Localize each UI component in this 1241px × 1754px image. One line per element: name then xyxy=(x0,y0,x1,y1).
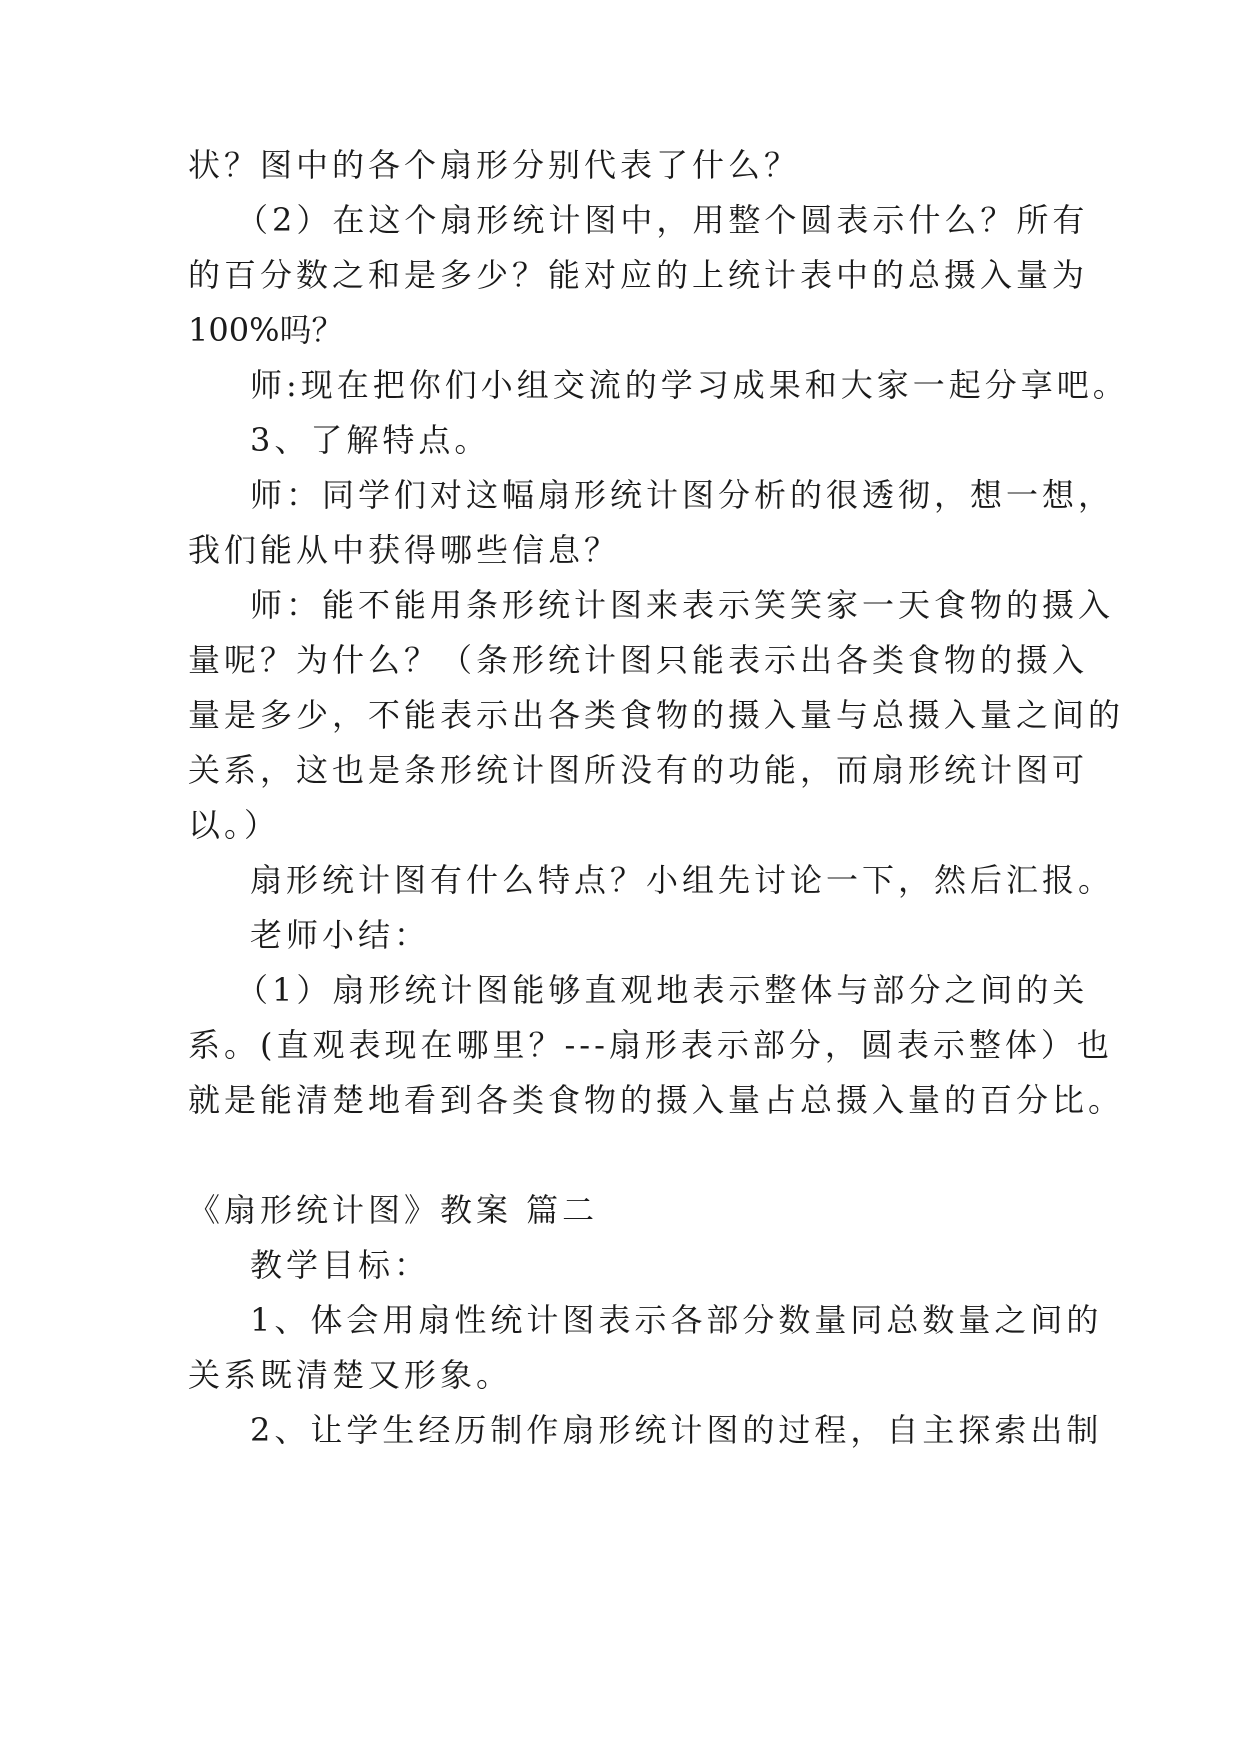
text-line: 100%吗？ xyxy=(188,311,344,349)
text-line: 我们能从中获得哪些信息？ xyxy=(188,531,621,569)
text-line: 的百分数之和是多少？能对应的上统计表中的总摄入量为 xyxy=(188,256,1089,294)
section-heading: 《扇形统计图》教案 篇二 xyxy=(188,1191,599,1229)
text-line: 师:现在把你们小组交流的学习成果和大家一起分享吧。 xyxy=(250,366,1129,404)
text-line: 关系既清楚又形象。 xyxy=(188,1356,513,1394)
text-line: 2、让学生经历制作扇形统计图的过程，自主探索出制 xyxy=(250,1411,1103,1449)
text-line: 师：同学们对这幅扇形统计图分析的很透彻，想一想， xyxy=(250,476,1115,514)
text-line: 就是能清楚地看到各类食物的摄入量占总摄入量的百分比。 xyxy=(188,1081,1125,1119)
text-line: 量呢？为什么？（条形统计图只能表示出各类食物的摄入 xyxy=(188,641,1089,679)
text-line: 老师小结： xyxy=(250,916,431,954)
text-line: 以。） xyxy=(188,806,281,844)
text-line: 3、了解特点。 xyxy=(250,421,491,459)
text-line: （1）扇形统计图能够直观地表示整体与部分之间的关 xyxy=(236,971,1089,1009)
text-line: 关系，这也是条形统计图所没有的功能，而扇形统计图可 xyxy=(188,751,1089,789)
text-line: 状？图中的各个扇形分别代表了什么？ xyxy=(188,146,801,184)
text-line: 扇形统计图有什么特点？小组先讨论一下，然后汇报。 xyxy=(250,861,1115,899)
text-line: 教学目标： xyxy=(250,1246,431,1284)
text-line: 师：能不能用条形统计图来表示笑笑家一天食物的摄入 xyxy=(250,586,1115,624)
text-line: 1、体会用扇性统计图表示各部分数量同总数量之间的 xyxy=(250,1301,1103,1339)
text-line: 系。(直观表现在哪里？---扇形表示部分，圆表示整体）也 xyxy=(188,1026,1113,1064)
text-line: 量是多少，不能表示出各类食物的摄入量与总摄入量之间的 xyxy=(188,696,1125,734)
text-line: （2）在这个扇形统计图中，用整个圆表示什么？所有 xyxy=(236,201,1089,239)
